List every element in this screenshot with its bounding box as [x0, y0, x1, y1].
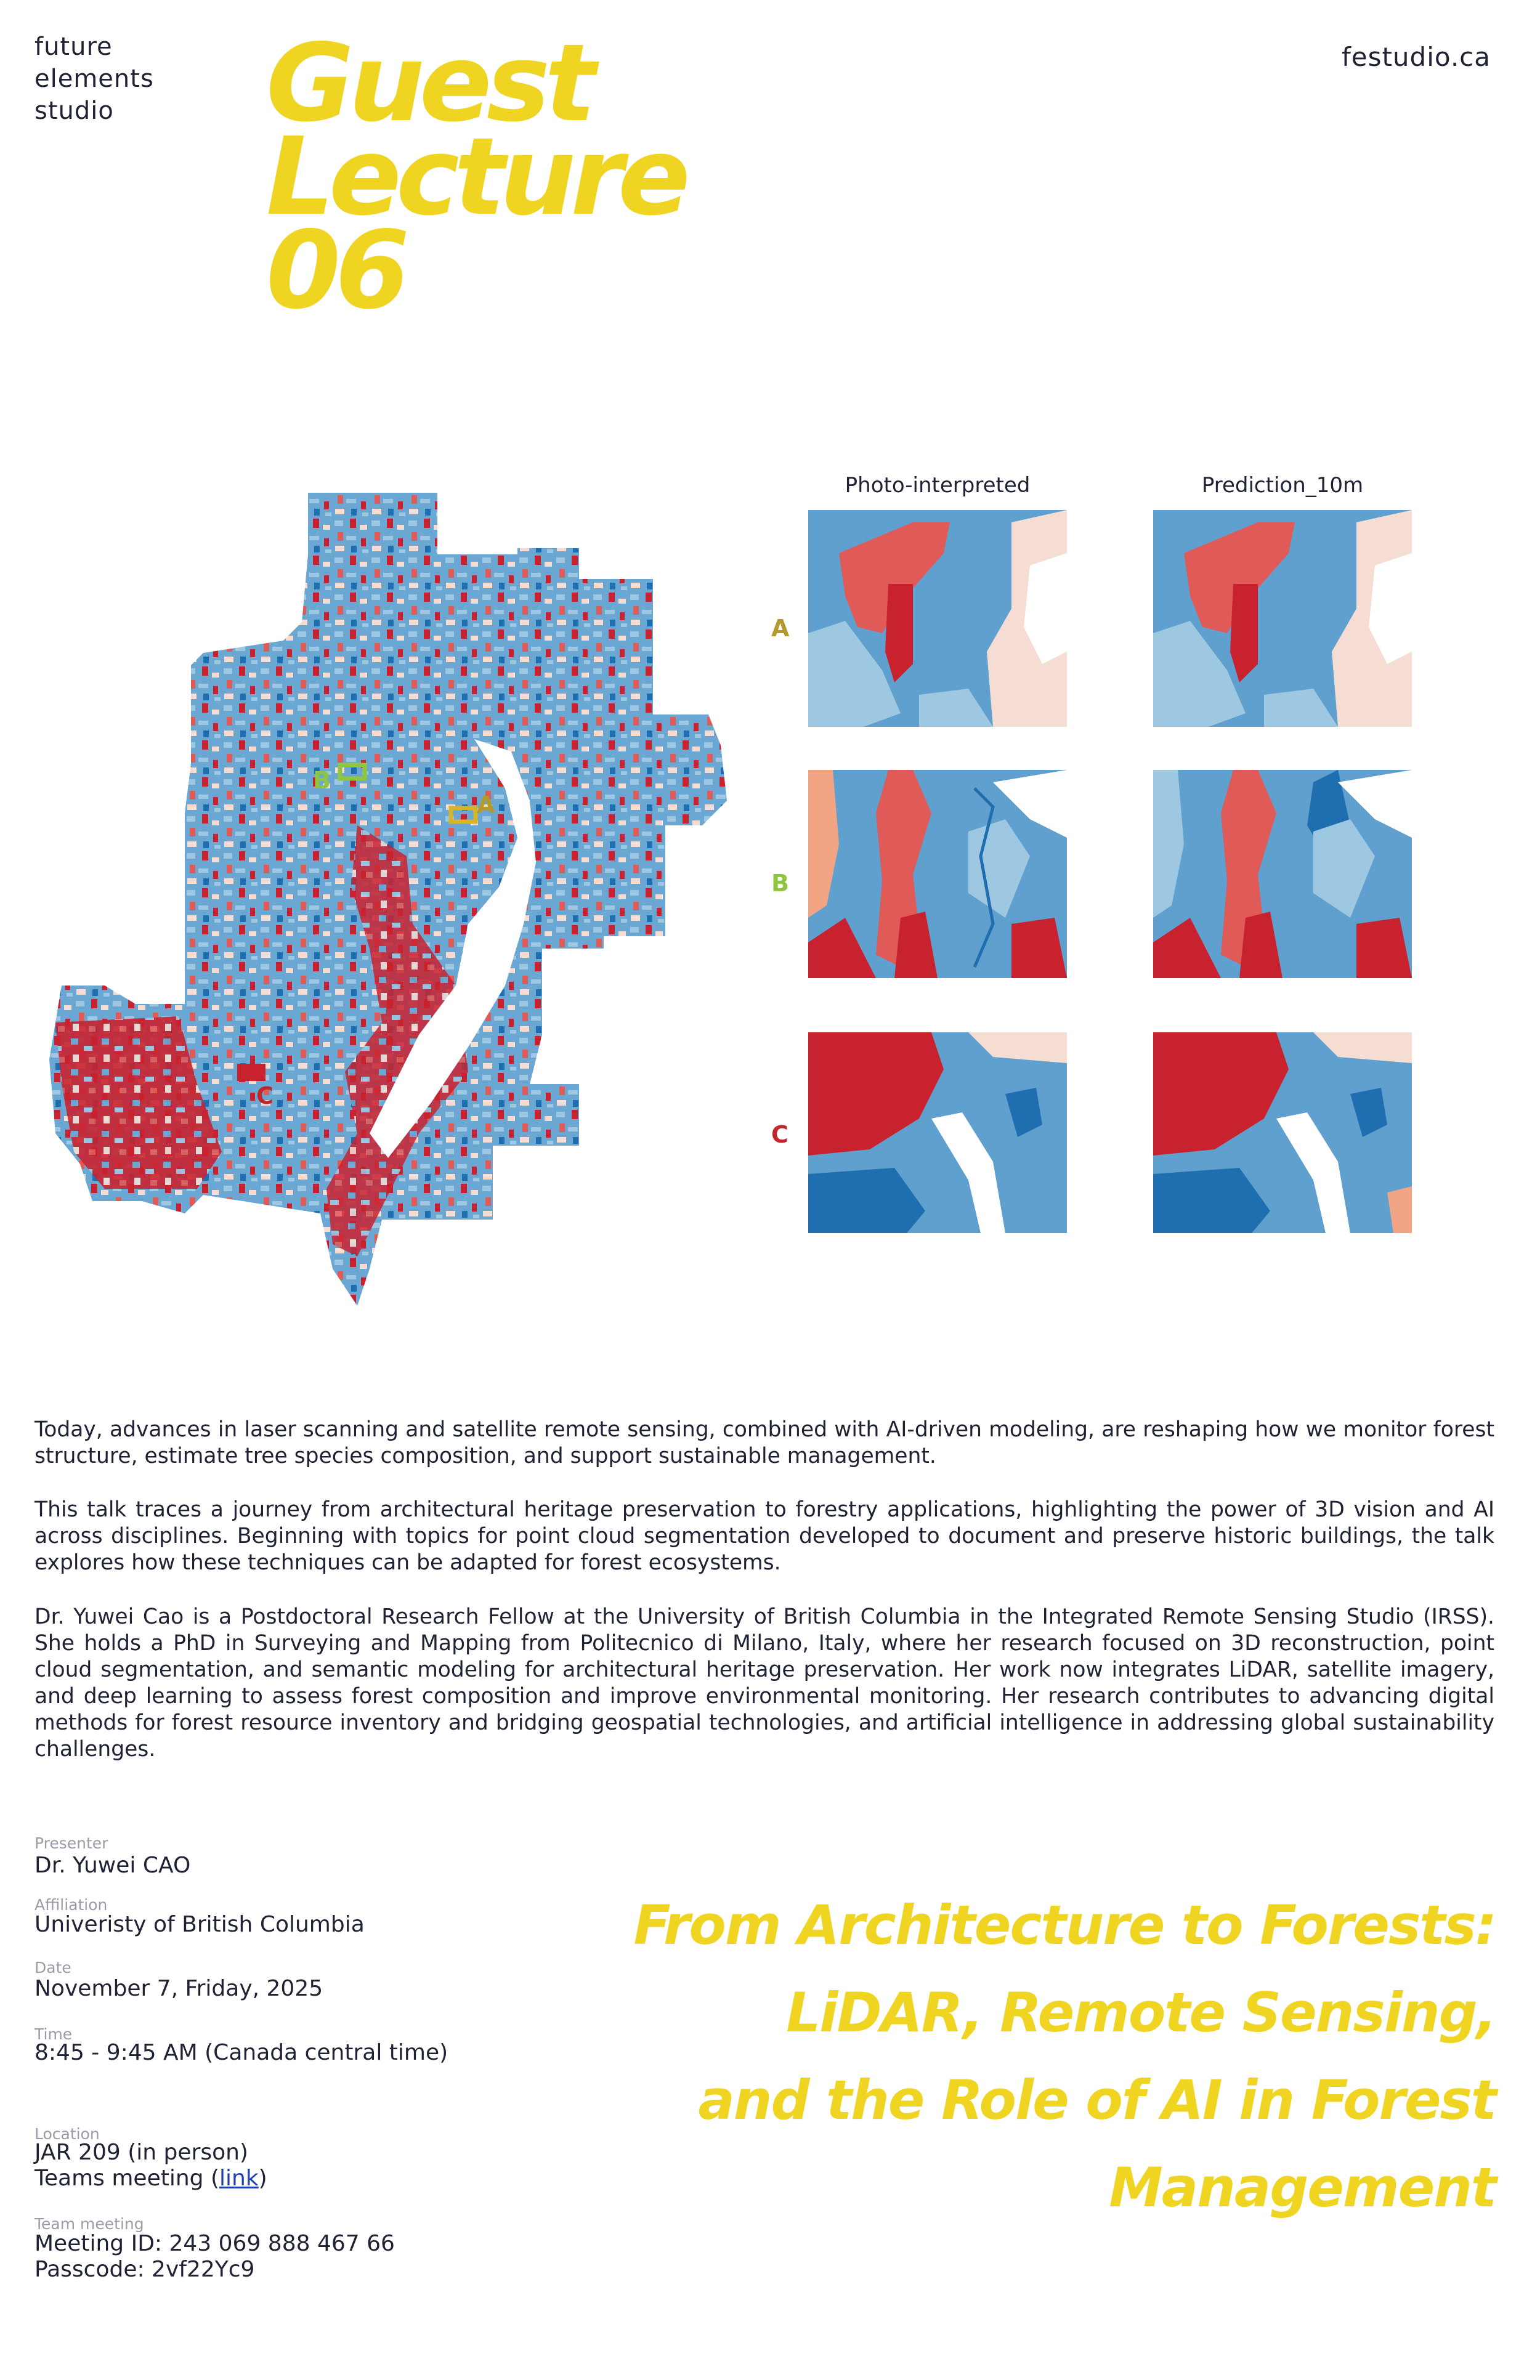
title-line: Guest: [266, 21, 591, 146]
title-line: Lecture: [266, 115, 685, 240]
location-label: Location: [34, 2125, 100, 2143]
meeting-id: Meeting ID: 243 069 888 467 66: [34, 2231, 395, 2256]
teams-prefix: Teams meeting (: [34, 2166, 219, 2191]
presenter-value: Dr. Yuwei CAO: [34, 1853, 191, 1878]
title-line: 06: [266, 208, 405, 333]
panel-b-photo: [808, 770, 1067, 978]
passcode: Passcode: 2vf22Yc9: [34, 2257, 255, 2282]
date-value: November 7, Friday, 2025: [34, 1976, 323, 2001]
map-marker-box-c: [239, 1066, 264, 1079]
row-label-c: C: [771, 1121, 788, 1148]
time-value: 8:45 - 9:45 AM (Canada central time): [34, 2040, 448, 2065]
page-title: [266, 21, 685, 333]
affiliation-value: Univeristy of British Columbia: [34, 1912, 365, 1937]
row-label-a: A: [771, 615, 790, 642]
forest-figure: [37, 468, 1503, 1318]
location-value: [34, 2140, 267, 2192]
bio-paragraph: Dr. Yuwei Cao is a Postdoctoral Research Fellow at the University of British Columbia in the Integrated Remote Sensing Studio (IRSS). She holds a PhD in Surveying and Mapping from Politecnico di Milano, Italy, where her research focused on 3D reconstruction, point cloud segmentation, and semantic modeling for architectural heritage preservation. Her work now integrates LiDAR, satellite imagery, and deep learning to assess forest composition and improve environmental monitoring. Her research contributes to advancing digital methods for forest resource inventory and bridging geospatial technologies, and artificial intelligence in addressing global sustainability challenges.: [34, 1605, 1494, 1762]
affiliation-label: Affiliation: [34, 1896, 108, 1914]
description-paragraph: This talk traces a journey from architectural heritage preservation to forestry applications, highlighting the power of 3D vision and AI across disciplines. Beginning with topics for point cloud segmentation developed to document and preserve historic buildings, the talk explores how these techniques can be adapted for forest ecosystems.: [34, 1497, 1494, 1575]
location-in-person: JAR 209 (in person): [34, 2140, 248, 2165]
lecture-title-line: From Architecture to Forests:: [633, 1893, 1496, 1957]
column-header-photo: Photo-interpreted: [845, 473, 1031, 498]
studio-wordmark: [34, 31, 154, 127]
overview-map: [37, 480, 776, 1306]
date-label: Date: [34, 1959, 71, 1977]
presenter-label: Presenter: [34, 1834, 108, 1852]
lecture-title-line: and the Role of AI in Forest: [698, 2068, 1496, 2132]
lecture-title-line: Management: [1109, 2156, 1496, 2219]
time-label: Time: [34, 2025, 73, 2043]
lecture-title-line: LiDAR, Remote Sensing,: [786, 1981, 1496, 2044]
website-link[interactable]: festudio.ca: [1341, 42, 1491, 72]
meeting-details: [34, 2231, 395, 2283]
studio-line: studio: [34, 97, 114, 125]
map-marker-a: A: [477, 791, 495, 819]
studio-line: elements: [34, 65, 154, 93]
description-paragraph: Today, advances in laser scanning and satellite remote sensing, combined with AI-driven modeling, are reshaping how we monitor forest structure, estimate tree species composition, and support sustainable management.: [34, 1417, 1494, 1468]
studio-line: future: [34, 33, 113, 61]
map-marker-c: C: [256, 1082, 274, 1109]
website-link-wrapper: [1342, 42, 1491, 72]
panel-c-prediction: [1153, 1032, 1412, 1233]
panel-a-photo: [808, 510, 1067, 727]
panel-a-prediction: [1153, 510, 1412, 727]
row-label-b: B: [771, 870, 789, 897]
teams-suffix: ): [258, 2166, 267, 2191]
meeting-label: Team meeting: [34, 2215, 144, 2233]
column-header-prediction: Prediction_10m: [1201, 473, 1364, 498]
map-marker-b: B: [313, 767, 331, 794]
lecture-title: [634, 1882, 1496, 2232]
location-teams: [34, 2166, 267, 2192]
teams-meeting-link[interactable]: link: [219, 2166, 259, 2191]
panel-b-prediction: [1153, 770, 1412, 978]
panel-c-photo: [808, 1032, 1067, 1233]
